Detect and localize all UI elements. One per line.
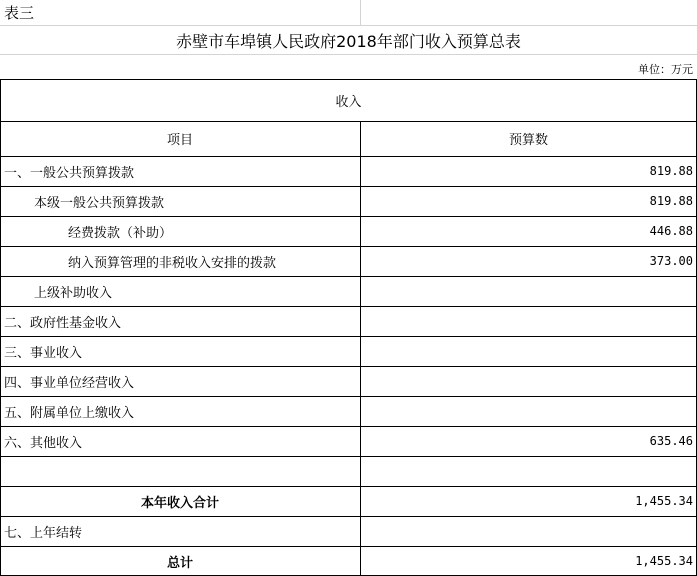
table-border [0, 186, 697, 187]
row-value: 446.88 [649, 224, 693, 238]
table-row [0, 396, 697, 426]
table-border [0, 486, 697, 487]
table-row [0, 366, 697, 396]
table-row [0, 246, 697, 276]
row-value: 635.46 [649, 434, 693, 448]
table-border [0, 79, 697, 80]
row-value: 373.00 [649, 254, 693, 268]
sheet-label: 表三 [4, 4, 35, 22]
row-label: 上级补助收入 [34, 285, 113, 301]
row-value: 819.88 [649, 194, 693, 208]
table-row [0, 306, 697, 336]
table-row-total [0, 546, 697, 576]
table-border [0, 156, 697, 157]
column-header-amount: 预算数 [508, 133, 548, 148]
table-border [0, 276, 697, 277]
table-row [0, 426, 697, 456]
table-row [0, 156, 697, 186]
table-border [0, 79, 1, 576]
row-value [360, 396, 697, 426]
row-value [360, 366, 697, 396]
table-border [0, 306, 697, 307]
row-label: 经费拨款（补助） [68, 225, 173, 241]
page-title: 赤壁市车埠镇人民政府2018年部门收入预算总表 [176, 31, 521, 51]
table-border [0, 516, 697, 517]
table-border [0, 246, 697, 247]
table-border [0, 216, 697, 217]
row-label: 三、事业收入 [4, 345, 83, 361]
unit-row [0, 55, 697, 79]
row-label: 本级一般公共预算拨款 [34, 195, 165, 211]
row-label: 纳入预算管理的非税收入安排的拨款 [68, 255, 277, 271]
row-value [360, 516, 697, 546]
row-label: 本年收入合计 [140, 495, 219, 511]
table-border [360, 121, 361, 576]
table-border [0, 426, 697, 427]
table-row [0, 216, 697, 246]
table-border [0, 456, 697, 457]
row-value: 1,455.34 [635, 494, 693, 508]
table-row-subtotal [0, 486, 697, 516]
row-label: 七、上年结转 [4, 525, 83, 541]
table-row [0, 276, 697, 306]
row-label: 二、政府性基金收入 [4, 315, 122, 331]
section-header: 收入 [335, 94, 362, 110]
table-row [0, 336, 697, 366]
table-row [0, 456, 697, 486]
table-border [0, 366, 697, 367]
sheet-label-row [0, 0, 697, 25]
row-label: 一、一般公共预算拨款 [4, 165, 135, 181]
unit-label: 单位：万元 [638, 63, 693, 76]
row-value [360, 276, 697, 306]
row-label: 四、事业单位经营收入 [4, 375, 135, 391]
table-border [0, 546, 697, 547]
table-border [0, 336, 697, 337]
row-value: 819.88 [649, 164, 693, 178]
row-label: 六、其他收入 [4, 435, 83, 451]
row-value: 1,455.34 [635, 554, 693, 568]
table-row [0, 186, 697, 216]
row-label: 总计 [166, 555, 193, 571]
column-header-item: 项目 [166, 133, 193, 148]
column-header-row [0, 121, 697, 156]
table-border [0, 121, 697, 122]
row-label: 五、附属单位上缴收入 [4, 405, 135, 421]
title-row [0, 25, 697, 55]
row-value [360, 456, 697, 486]
table-border [0, 396, 697, 397]
row-value [360, 306, 697, 336]
table-row [0, 516, 697, 546]
row-value [360, 336, 697, 366]
section-header-row [0, 79, 697, 121]
row-label [0, 456, 360, 486]
